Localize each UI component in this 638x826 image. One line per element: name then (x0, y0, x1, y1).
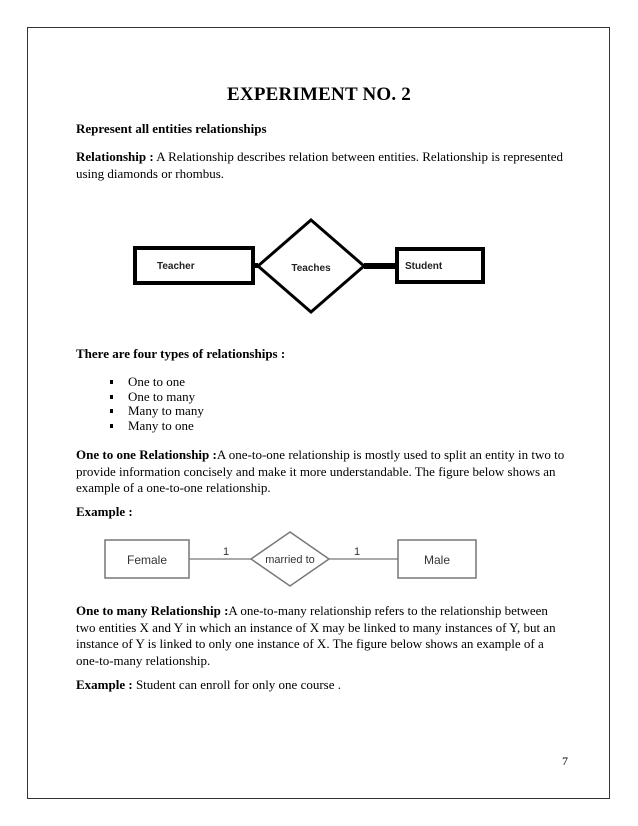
list-item: Many to many (110, 404, 204, 419)
cardinality-left: 1 (222, 546, 230, 558)
example-2-label: Example : (76, 677, 133, 692)
page-number: 7 (562, 754, 568, 768)
one-to-one-text: A one-to-one relationship is mostly used to split an entity in two to provide information concisely and make it more understandable. The figure below shows an example of a one-to-one relationship. (76, 447, 565, 495)
list-item: Many to one (110, 419, 204, 434)
er-diagram-married (100, 528, 480, 593)
entity-teacher-label: Teacher (157, 261, 195, 272)
list-item: One to one (110, 375, 204, 390)
one-to-one-paragraph (76, 447, 566, 497)
subtitle: Represent all entities relationships (76, 121, 267, 136)
page-title: EXPERIMENT NO. 2 (227, 84, 411, 105)
example-label: Example : (76, 504, 133, 519)
example-2-paragraph (76, 677, 566, 694)
relationship-paragraph (76, 149, 566, 182)
relationship-text: A Relationship describes relation between entities. Relationship is represented using diamonds or rhombus. (76, 149, 564, 181)
entity-student-label: Student (405, 261, 443, 272)
cardinality-right: 1 (353, 546, 361, 558)
entity-male-label: Male (423, 553, 451, 567)
one-to-one-label: One to one Relationship : (76, 447, 217, 462)
bullet-icon (110, 380, 113, 384)
one-to-many-paragraph (76, 603, 566, 669)
bullet-icon (110, 409, 113, 413)
one-to-many-text: A one-to-many relationship refers to the relationship between two entities X and Y in which an instance of X may be linked to many instances of Y, but an instance of Y is linked to only one instance of X. The figure below shows an example of a one-to-many relationship. (76, 603, 556, 668)
example-2-text: Student can enroll for only one course . (132, 677, 342, 692)
relationship-label: Relationship : (76, 149, 154, 164)
list-item: One to many (110, 390, 204, 405)
one-to-many-label: One to many Relationship : (76, 603, 229, 618)
bullet-icon (110, 395, 113, 399)
types-heading: There are four types of relationships : (76, 346, 286, 361)
relationship-married-label: married to (265, 554, 315, 566)
relationship-teaches-label: Teaches (291, 263, 331, 274)
relationship-types-list (110, 375, 204, 433)
entity-female-label: Female (126, 553, 168, 567)
bullet-icon (110, 424, 113, 428)
er-diagram-teaches (130, 218, 490, 318)
